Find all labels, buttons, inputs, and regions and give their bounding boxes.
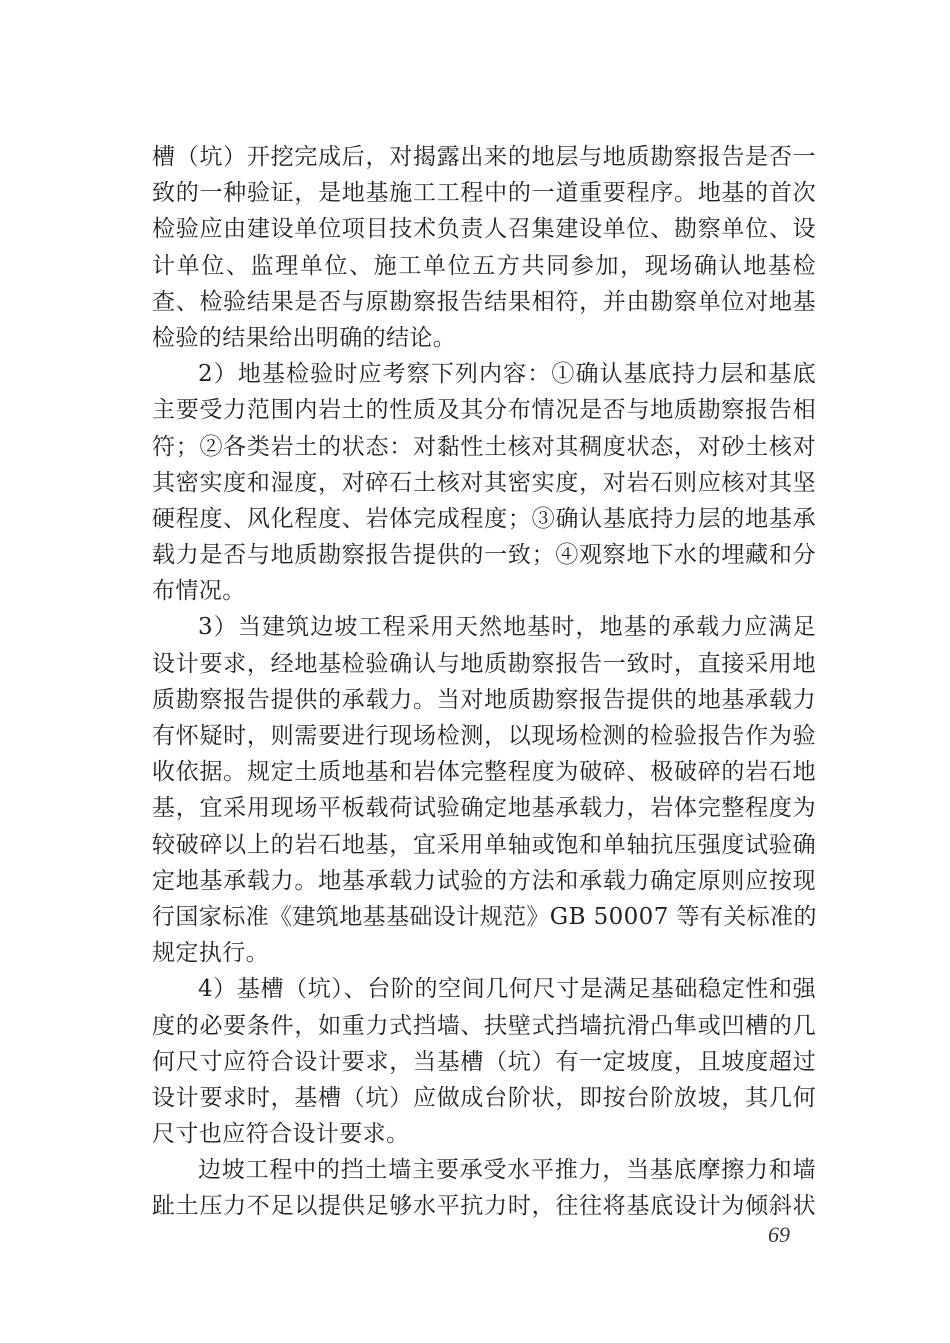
text-line: 查、检验结果是否与原勘察报告结果相符，并由勘察单位对地基 (152, 288, 816, 315)
paragraph-4-first-line: 4）基槽（坑）、台阶的空间几何尺寸是满足基础稳定性和强 (198, 976, 816, 1003)
paragraph-3-first-line: 3）当建筑边坡工程采用天然地基时，地基的承载力应满足 (198, 614, 816, 641)
text-line: 收依据。规定土质地基和岩体完整程度为破碎、极破碎的岩石地 (152, 759, 816, 786)
paragraph-2-first-line: 2）地基检验时应考察下列内容：①确认基底持力层和基底 (198, 361, 816, 388)
text-line: 检验应由建设单位项目技术负责人召集建设单位、勘察单位、设 (152, 216, 816, 243)
text-line: 有怀疑时，则需要进行现场检测，以现场检测的检验报告作为验 (152, 723, 816, 749)
text-line: 主要受力范围内岩土的性质及其分布情况是否与地质勘察报告相 (152, 397, 816, 424)
text-line: 布情况。 (152, 578, 246, 605)
text-line: 趾土压力不足以提供足够水平抗力时，往往将基底设计为倾斜状 (152, 1193, 816, 1220)
text-line: 何尺寸应符合设计要求，当基槽（坑）有一定坡度，且坡度超过 (152, 1048, 816, 1075)
body-text (152, 139, 816, 1225)
text-line: 质勘察报告提供的承载力。当对地质勘察报告提供的地基承载力 (152, 686, 816, 713)
text-line: 检验的结果给出明确的结论。 (152, 324, 457, 351)
text-line: 计单位、监理单位、施工单位五方共同参加，现场确认地基检 (152, 252, 816, 279)
text-line: 槽（坑）开挖完成后，对揭露出来的地层与地质勘察报告是否一 (152, 144, 816, 170)
text-line: 致的一种验证，是地基施工工程中的一道重要程序。地基的首次 (152, 180, 816, 207)
text-line: 规定执行。 (152, 940, 269, 967)
text-line: 尺寸也应符合设计要求。 (152, 1121, 410, 1148)
text-line: 载力是否与地质勘察报告提供的一致；④观察地下水的埋藏和分 (152, 542, 816, 569)
text-line: 其密实度和湿度，对碎石土核对其密实度，对岩石则应核对其坚 (152, 469, 816, 496)
paragraph-5-first-line: 边坡工程中的挡土墙主要承受水平推力，当基底摩擦力和墙 (198, 1157, 816, 1184)
text-line: 行国家标准《建筑地基基础设计规范》GB 50007 等有关标准的 (152, 903, 817, 930)
text-line: 设计要求，经地基检验确认与地质勘察报告一致时，直接采用地 (152, 650, 816, 677)
text-line: 设计要求时，基槽（坑）应做成台阶状，即按台阶放坡，其几何 (152, 1084, 816, 1111)
text-line: 度的必要条件，如重力式挡墙、扶壁式挡墙抗滑凸隼或凹槽的几 (152, 1012, 816, 1039)
text-line: 符；②各类岩土的状态：对黏性土核对其稠度状态，对砂土核对 (152, 433, 816, 460)
page-number: 69 (768, 1222, 790, 1247)
text-line: 基，宜采用现场平板载荷试验确定地基承载力，岩体完整程度为 (152, 795, 816, 822)
text-line: 较破碎以上的岩石地基，宜采用单轴或饱和单轴抗压强度试验确 (152, 831, 816, 858)
text-line: 定地基承载力。地基承载力试验的方法和承载力确定原则应按现 (152, 867, 816, 894)
text-line: 硬程度、风化程度、岩体完成程度；③确认基底持力层的地基承 (152, 505, 816, 532)
